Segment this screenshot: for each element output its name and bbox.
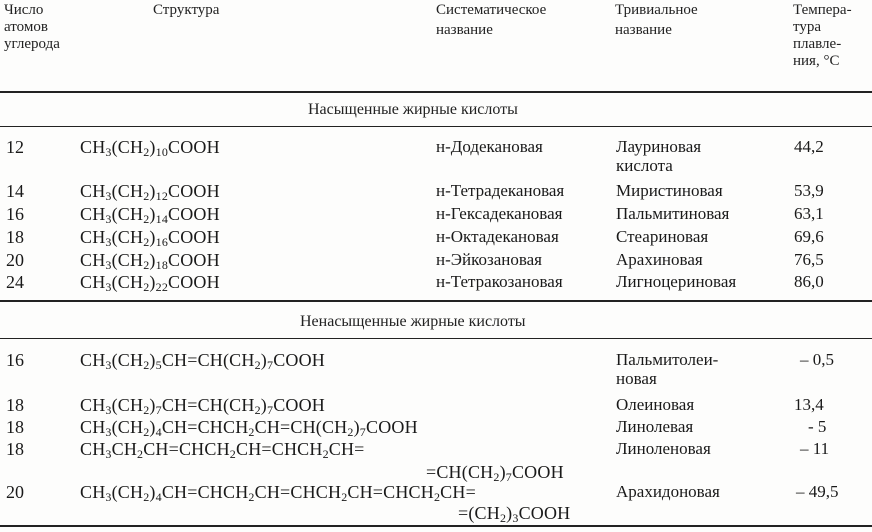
melting-point: 13,4 bbox=[794, 395, 824, 414]
trivial-name: Олеиновая bbox=[616, 395, 695, 414]
structure-formula bbox=[80, 482, 570, 524]
structure-formula: $CH_3(CH_2)_{18}COOH$ bbox=[80, 250, 220, 272]
header-trivial-name: Тривиальное название bbox=[615, 2, 698, 38]
table-bottom-rule bbox=[0, 525, 872, 527]
structure-formula: $CH_3(CH_2)_{14}COOH$ bbox=[80, 204, 220, 226]
trivial-name: Стеариновая bbox=[616, 227, 709, 246]
trivial-name: Линолевая bbox=[616, 417, 694, 436]
systematic-name: н-Тетрадекановая bbox=[436, 181, 565, 200]
structure-line-1: $CH_3(CH_2)_4CH=CHCH_2CH=CHCH_2CH=CHCH_2CH=$ bbox=[80, 482, 476, 504]
section-unsaturated-rule bbox=[0, 338, 872, 339]
trivial-name: Арахиновая bbox=[616, 250, 703, 269]
melting-point: – 49,5 bbox=[796, 482, 839, 501]
trivial-name: Пальмитолеи- новая bbox=[616, 350, 719, 388]
trivial-name: Арахидоновая bbox=[616, 482, 720, 501]
systematic-name: н-Додекановая bbox=[436, 137, 543, 156]
structure-formula: $CH_3(CH_2)_4CH=CHCH_2CH=CH(CH_2)_7COOH$ bbox=[80, 417, 418, 439]
trivial-name: Лауриновая кислота bbox=[616, 137, 702, 175]
structure-line-1: $CH_3CH_2CH=CHCH_2CH=CHCH_2CH=$ bbox=[80, 439, 365, 461]
carbon-count: 18 bbox=[6, 417, 24, 437]
systematic-name: н-Гексадекановая bbox=[436, 204, 563, 223]
structure-formula: $CH_3(CH_2)_7CH=CH(CH_2)_7COOH$ bbox=[80, 395, 326, 417]
structure-formula bbox=[80, 439, 564, 483]
carbon-count: 18 bbox=[6, 439, 24, 459]
systematic-name: н-Октадекановая bbox=[436, 227, 559, 246]
header-melting-point: Темпера- тура плавле- ния, °С bbox=[793, 2, 852, 69]
section-title-saturated: Насыщенные жирные кислоты bbox=[308, 101, 518, 118]
carbon-count: 24 bbox=[6, 272, 24, 292]
carbon-count: 12 bbox=[6, 137, 24, 157]
structure-line-2: $=(CH_2)_3COOH$ bbox=[458, 503, 571, 525]
carbon-count: 16 bbox=[6, 350, 24, 370]
trivial-name: Миристиновая bbox=[616, 181, 723, 200]
carbon-count: 18 bbox=[6, 395, 24, 415]
structure-line-2: $=CH(CH_2)_7COOH$ bbox=[426, 462, 564, 484]
carbon-count: 16 bbox=[6, 204, 24, 224]
section-unsaturated-top-rule bbox=[0, 300, 872, 302]
structure-formula: $CH_3(CH_2)_{22}COOH$ bbox=[80, 272, 220, 294]
trivial-name: Линоленовая bbox=[616, 439, 711, 458]
trivial-name: Лигноцериновая bbox=[616, 272, 737, 291]
systematic-name: н-Эйкозановая bbox=[436, 250, 543, 269]
melting-point: - 5 bbox=[808, 417, 827, 436]
carbon-count: 20 bbox=[6, 482, 24, 502]
trivial-name: Пальмитиновая bbox=[616, 204, 730, 223]
melting-point: 76,5 bbox=[794, 250, 824, 269]
carbon-count: 18 bbox=[6, 227, 24, 247]
melting-point: 63,1 bbox=[794, 204, 824, 223]
carbon-count: 20 bbox=[6, 250, 24, 270]
section-saturated-rule bbox=[0, 126, 872, 127]
melting-point: 69,6 bbox=[794, 227, 824, 246]
systematic-name: н-Тетракозановая bbox=[436, 272, 563, 291]
carbon-count: 14 bbox=[6, 181, 24, 201]
header-structure: Структура bbox=[153, 2, 220, 18]
header-systematic-name: Систематическое название bbox=[436, 2, 547, 38]
structure-formula: $CH_3(CH_2)_{16}COOH$ bbox=[80, 227, 220, 249]
header-carbon-count: Число атомов углерода bbox=[4, 2, 60, 52]
structure-formula: $CH_3(CH_2)_{10}COOH$ bbox=[80, 137, 220, 159]
melting-point: – 0,5 bbox=[800, 350, 834, 369]
melting-point: 44,2 bbox=[794, 137, 824, 156]
melting-point: – 11 bbox=[800, 439, 830, 458]
structure-formula: $CH_3(CH_2)_5CH=CH(CH_2)_7COOH$ bbox=[80, 350, 326, 372]
melting-point: 53,9 bbox=[794, 181, 824, 200]
header-top-rule bbox=[0, 91, 872, 93]
melting-point: 86,0 bbox=[794, 272, 824, 291]
section-title-unsaturated: Ненасыщенные жирные кислоты bbox=[300, 313, 526, 330]
structure-formula: $CH_3(CH_2)_{12}COOH$ bbox=[80, 181, 220, 203]
